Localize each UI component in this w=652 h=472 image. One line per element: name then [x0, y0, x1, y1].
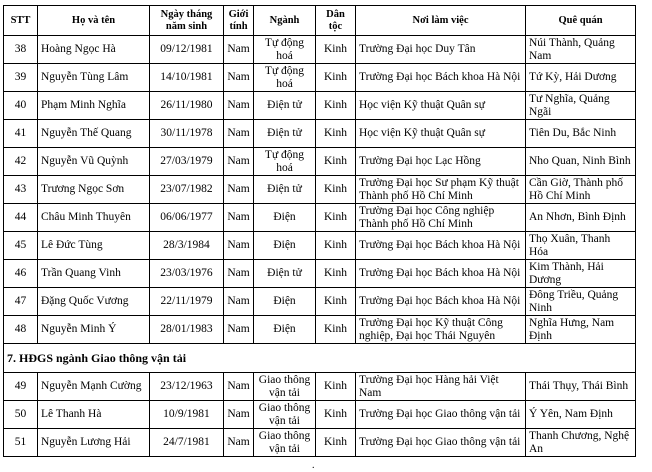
cell-dob: 28/3/1984 [150, 232, 224, 260]
cell-field: Điện tử [254, 120, 316, 148]
cell-stt: 42 [4, 148, 38, 176]
cell-workplace: Trường Đại học Bách khoa Hà Nội [356, 288, 526, 316]
cell-gender: Nam [224, 204, 254, 232]
cell-dob: 24/7/1981 [150, 429, 224, 457]
table-row [4, 429, 636, 457]
cell-dob: 23/03/1976 [150, 260, 224, 288]
cell-workplace: Học viện Kỹ thuật Quân sự [356, 92, 526, 120]
table-row [4, 288, 636, 316]
page-trailing-mark: . [312, 460, 315, 471]
cell-workplace: Trường Đại học Sư phạm Kỹ thuật Thành phố Hồ Chí Minh [356, 176, 526, 204]
cell-gender: Nam [224, 429, 254, 457]
header-hometown: Quê quán [526, 6, 636, 36]
cell-hometown: Đông Triều, Quảng Ninh [526, 288, 636, 316]
cell-field: Giao thông vận tải [254, 401, 316, 429]
cell-name: Trần Quang Vinh [38, 260, 150, 288]
cell-stt: 41 [4, 120, 38, 148]
cell-ethnic: Kinh [316, 64, 356, 92]
cell-name: Nguyễn Thế Quang [38, 120, 150, 148]
cell-workplace: Trường Đại học Bách khoa Hà Nội [356, 232, 526, 260]
table-row [4, 401, 636, 429]
cell-dob: 09/12/1981 [150, 36, 224, 64]
cell-gender: Nam [224, 316, 254, 344]
cell-workplace: Trường Đại học Duy Tân [356, 36, 526, 64]
cell-hometown: Kim Thành, Hải Dương [526, 260, 636, 288]
cell-field: Tự động hoá [254, 148, 316, 176]
cell-field: Điện tử [254, 260, 316, 288]
cell-workplace: Trường Đại học Bách khoa Hà Nội [356, 64, 526, 92]
cell-field: Điện [254, 288, 316, 316]
section-title: 7. HĐGS ngành Giao thông vận tải [4, 344, 636, 373]
cell-stt: 50 [4, 401, 38, 429]
header-gender: Giới tính [224, 6, 254, 36]
cell-ethnic: Kinh [316, 232, 356, 260]
table-row [4, 120, 636, 148]
cell-ethnic: Kinh [316, 316, 356, 344]
cell-field: Tự động hoá [254, 64, 316, 92]
header-dob: Ngày tháng năm sinh [150, 6, 224, 36]
cell-stt: 49 [4, 373, 38, 401]
cell-workplace: Trường Đại học Kỹ thuật Công nghiệp, Đại học Thái Nguyên [356, 316, 526, 344]
cell-name: Phạm Minh Nghĩa [38, 92, 150, 120]
cell-gender: Nam [224, 148, 254, 176]
table-row [4, 316, 636, 344]
header-stt: STT [4, 6, 38, 36]
cell-hometown: Tiên Du, Bắc Ninh [526, 120, 636, 148]
cell-stt: 46 [4, 260, 38, 288]
cell-field: Điện tử [254, 176, 316, 204]
cell-ethnic: Kinh [316, 288, 356, 316]
cell-field: Điện [254, 316, 316, 344]
table-row [4, 148, 636, 176]
cell-hometown: Thanh Chương, Nghệ An [526, 429, 636, 457]
header-workplace: Nơi làm việc [356, 6, 526, 36]
section-row [4, 344, 636, 373]
cell-stt: 45 [4, 232, 38, 260]
cell-ethnic: Kinh [316, 204, 356, 232]
cell-gender: Nam [224, 64, 254, 92]
cell-gender: Nam [224, 401, 254, 429]
cell-stt: 44 [4, 204, 38, 232]
cell-stt: 40 [4, 92, 38, 120]
header-row [4, 6, 636, 36]
cell-gender: Nam [224, 92, 254, 120]
cell-workplace: Trường Đại học Giao thông vận tải [356, 401, 526, 429]
cell-field: Giao thông vận tải [254, 373, 316, 401]
cell-stt: 48 [4, 316, 38, 344]
cell-workplace: Trường Đại học Bách khoa Hà Nội [356, 260, 526, 288]
cell-workplace: Trường Đại học Công nghiệp Thành phố Hồ Chí Minh [356, 204, 526, 232]
cell-dob: 14/10/1981 [150, 64, 224, 92]
cell-field: Tự động hoá [254, 36, 316, 64]
table-row [4, 64, 636, 92]
cell-hometown: An Nhơn, Bình Định [526, 204, 636, 232]
cell-dob: 26/11/1980 [150, 92, 224, 120]
cell-hometown: Thái Thụy, Thái Bình [526, 373, 636, 401]
candidate-table [3, 5, 636, 457]
cell-ethnic: Kinh [316, 176, 356, 204]
cell-dob: 22/11/1979 [150, 288, 224, 316]
table-row [4, 232, 636, 260]
header-ethnic: Dân tộc [316, 6, 356, 36]
cell-hometown: Cần Giờ, Thành phố Hồ Chí Minh [526, 176, 636, 204]
cell-gender: Nam [224, 120, 254, 148]
cell-ethnic: Kinh [316, 120, 356, 148]
cell-gender: Nam [224, 232, 254, 260]
cell-dob: 10/9/1981 [150, 401, 224, 429]
cell-field: Điện [254, 204, 316, 232]
cell-name: Nguyễn Tùng Lâm [38, 64, 150, 92]
cell-ethnic: Kinh [316, 92, 356, 120]
cell-stt: 39 [4, 64, 38, 92]
cell-workplace: Trường Đại học Hàng hải Việt Nam [356, 373, 526, 401]
cell-gender: Nam [224, 373, 254, 401]
cell-dob: 30/11/1978 [150, 120, 224, 148]
header-name: Họ và tên [38, 6, 150, 36]
cell-name: Đặng Quốc Vương [38, 288, 150, 316]
cell-stt: 43 [4, 176, 38, 204]
cell-field: Điện tử [254, 92, 316, 120]
cell-ethnic: Kinh [316, 260, 356, 288]
cell-name: Nguyễn Vũ Quỳnh [38, 148, 150, 176]
cell-workplace: Trường Đại học Giao thông vận tải [356, 429, 526, 457]
cell-gender: Nam [224, 260, 254, 288]
cell-hometown: Tư Nghĩa, Quảng Ngãi [526, 92, 636, 120]
cell-gender: Nam [224, 288, 254, 316]
table-row [4, 373, 636, 401]
cell-name: Nguyễn Lương Hải [38, 429, 150, 457]
cell-name: Châu Minh Thuyên [38, 204, 150, 232]
cell-hometown: Nho Quan, Ninh Bình [526, 148, 636, 176]
cell-stt: 38 [4, 36, 38, 64]
cell-field: Điện [254, 232, 316, 260]
cell-hometown: Nghĩa Hưng, Nam Định [526, 316, 636, 344]
cell-gender: Nam [224, 36, 254, 64]
header-field: Ngành [254, 6, 316, 36]
cell-name: Nguyễn Mạnh Cường [38, 373, 150, 401]
cell-workplace: Trường Đại học Lạc Hồng [356, 148, 526, 176]
cell-name: Lê Thanh Hà [38, 401, 150, 429]
cell-dob: 28/01/1983 [150, 316, 224, 344]
cell-hometown: Núi Thành, Quảng Nam [526, 36, 636, 64]
cell-hometown: Ý Yên, Nam Định [526, 401, 636, 429]
cell-name: Nguyễn Minh Ý [38, 316, 150, 344]
table-row [4, 36, 636, 64]
cell-dob: 06/06/1977 [150, 204, 224, 232]
cell-ethnic: Kinh [316, 148, 356, 176]
cell-name: Hoàng Ngọc Hà [38, 36, 150, 64]
cell-ethnic: Kinh [316, 36, 356, 64]
cell-gender: Nam [224, 176, 254, 204]
cell-ethnic: Kinh [316, 373, 356, 401]
cell-dob: 27/03/1979 [150, 148, 224, 176]
cell-field: Giao thông vận tải [254, 429, 316, 457]
cell-name: Trương Ngọc Sơn [38, 176, 150, 204]
cell-name: Lê Đức Tùng [38, 232, 150, 260]
cell-dob: 23/07/1982 [150, 176, 224, 204]
cell-workplace: Học viện Kỹ thuật Quân sự [356, 120, 526, 148]
cell-stt: 51 [4, 429, 38, 457]
table-row [4, 204, 636, 232]
cell-hometown: Tứ Kỳ, Hải Dương [526, 64, 636, 92]
table-row [4, 176, 636, 204]
cell-ethnic: Kinh [316, 429, 356, 457]
cell-ethnic: Kinh [316, 401, 356, 429]
table-row [4, 260, 636, 288]
cell-hometown: Thọ Xuân, Thanh Hóa [526, 232, 636, 260]
cell-stt: 47 [4, 288, 38, 316]
table-row [4, 92, 636, 120]
cell-dob: 23/12/1963 [150, 373, 224, 401]
